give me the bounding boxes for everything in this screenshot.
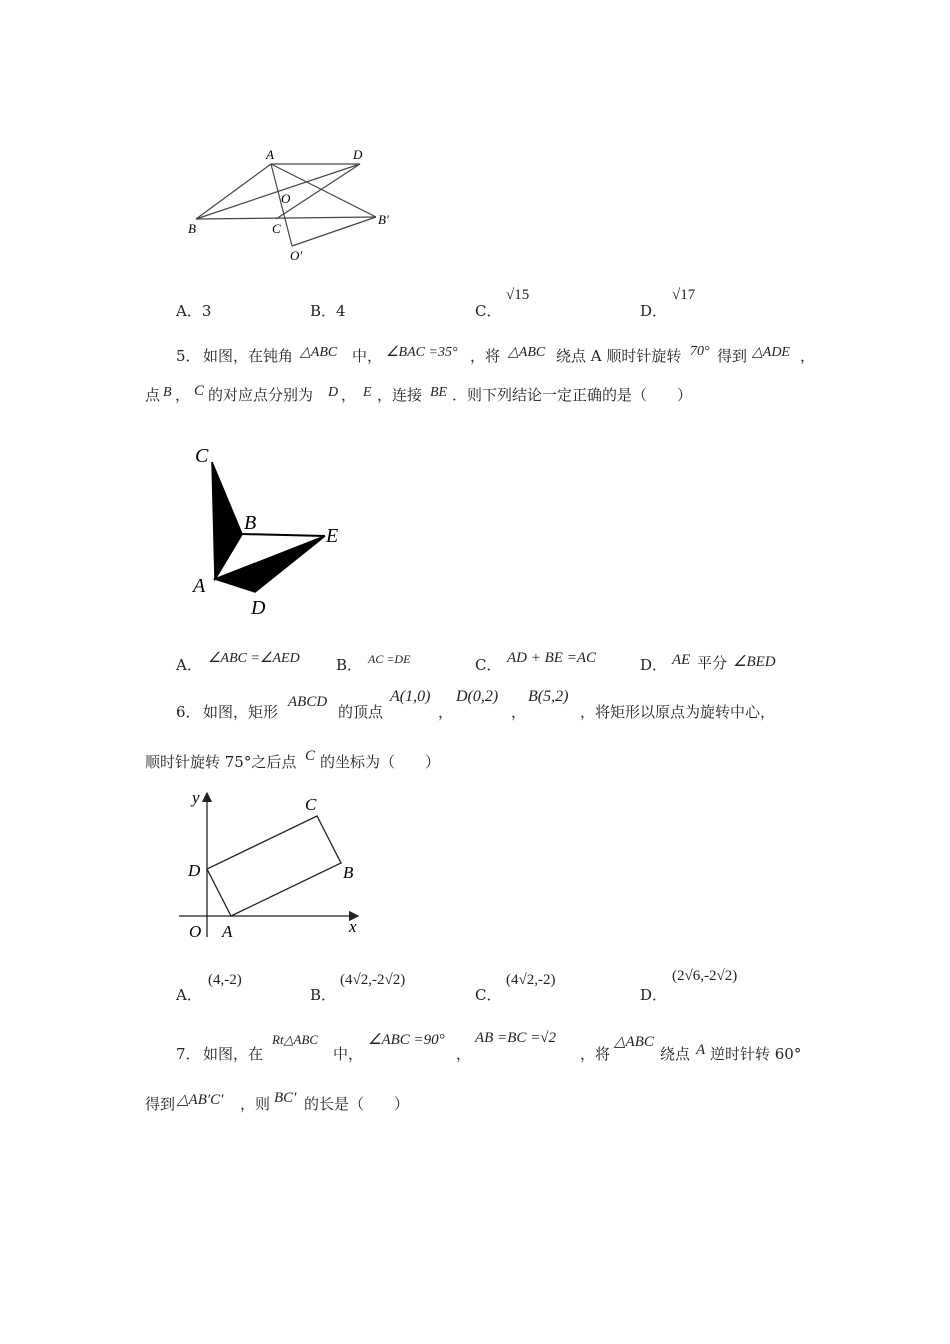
q6-math: ABCD <box>288 694 328 710</box>
q7-text: 的长是（ ） <box>304 1095 410 1113</box>
q5-math: BE <box>430 385 448 400</box>
q4-option-b[interactable]: B．4 <box>310 302 346 320</box>
q5-option-c-value: AD + BE =AC <box>507 650 596 666</box>
q7-number: 7． <box>176 1045 201 1063</box>
fig1-label-o: O <box>281 191 291 206</box>
q5-text: ，连接 <box>377 386 423 404</box>
q7-math: Rt△ABC <box>272 1032 319 1047</box>
q5-option-d-text: 平分 <box>697 654 728 672</box>
fig6-label-c: C <box>305 795 317 814</box>
q7-math: A <box>696 1042 706 1058</box>
q6-math: D(0,2) <box>456 688 499 705</box>
figure-q6 <box>175 785 375 945</box>
q6-math: B(5,2) <box>528 688 569 705</box>
q5-math: B <box>163 385 172 400</box>
q6-option-d-value: (2√6,‑2√2) <box>672 968 738 984</box>
q6-option-b-value: (4√2,‑2√2) <box>340 972 406 988</box>
q7-math: △AB′C′ <box>177 1092 224 1108</box>
q6-text: ， <box>511 703 527 721</box>
q5-option-d[interactable]: D． <box>640 656 668 674</box>
fig1-label-a: A <box>266 147 274 162</box>
q6-text: 的坐标为（ ） <box>320 753 441 771</box>
fig5-label-a: A <box>193 575 206 597</box>
q5-text: 中， <box>352 347 383 365</box>
q5-option-b[interactable]: B． <box>336 656 363 674</box>
q5-text: 绕点 A 顺时针旋转 <box>556 347 682 365</box>
q6-text: 顺时针旋转 75°之后点 <box>145 753 297 771</box>
q6-option-a[interactable]: A． <box>176 986 202 1004</box>
fig5-label-c: C <box>195 445 209 467</box>
q6-number: 6． <box>176 703 201 721</box>
q4-option-d[interactable]: D． <box>640 302 668 320</box>
q6-text: ， <box>438 703 454 721</box>
q5-text: 如图，在钝角 <box>203 347 294 365</box>
q7-text: 逆时针转 60° <box>710 1045 802 1063</box>
q7-text: 得到 <box>145 1095 176 1113</box>
fig6-label-a: A <box>222 922 233 941</box>
q4-option-c-value: √15 <box>506 287 530 303</box>
q5-math: E <box>363 385 372 400</box>
fig5-label-b: B <box>244 512 257 534</box>
q5-option-a[interactable]: A． <box>176 656 202 674</box>
q5-option-d-value2: ∠BED <box>733 654 776 670</box>
fig1-label-bprime: B′ <box>378 212 389 227</box>
q4-option-d-value: √17 <box>672 287 696 303</box>
q6-text: 的顶点 <box>338 703 384 721</box>
figure-q4 <box>180 145 410 270</box>
fig6-label-b: B <box>343 863 354 882</box>
q6-option-a-value: (4,‑2) <box>208 972 242 988</box>
fig5-label-d: D <box>251 597 266 619</box>
q7-text: ，则 <box>240 1095 271 1113</box>
q5-option-a-value: ∠ABC =∠AED <box>208 651 300 666</box>
q5-number: 5． <box>176 347 201 365</box>
q5-option-d-value: AE <box>672 652 691 668</box>
q6-text: 如图，矩形 <box>203 703 279 721</box>
q6-math: C <box>305 748 316 764</box>
q7-text: ，将 <box>580 1045 611 1063</box>
fig1-label-oprime: O′ <box>290 248 303 263</box>
q7-math: △ABC <box>614 1034 654 1050</box>
fig6-label-y: y <box>192 788 200 807</box>
q6-option-c[interactable]: C． <box>475 986 502 1004</box>
q5-math: △ABC <box>300 345 338 360</box>
q5-option-c[interactable]: C． <box>475 656 502 674</box>
q5-math: ∠BAC =35° <box>386 345 458 360</box>
q5-text: ， <box>800 347 816 365</box>
q5-option-b-value: AC =DE <box>368 652 411 666</box>
q4-option-c[interactable]: C． <box>475 302 502 320</box>
q5-math: C <box>194 383 205 399</box>
q5-math: 70° <box>690 344 710 359</box>
q5-text: ．则下列结论一定正确的是（ ） <box>452 386 693 404</box>
q6-option-d[interactable]: D． <box>640 986 668 1004</box>
q5-text: 的对应点分别为 <box>208 386 314 404</box>
q5-math: D <box>328 385 339 400</box>
q6-option-c-value: (4√2,‑2) <box>506 972 556 988</box>
q6-math: A(1,0) <box>390 688 431 705</box>
q5-text: ，将 <box>470 347 501 365</box>
q7-text: 中， <box>333 1045 364 1063</box>
figure-q5 <box>185 440 355 620</box>
q7-text: 绕点 <box>660 1045 691 1063</box>
q5-text: 点 <box>145 386 161 404</box>
fig6-label-o: O <box>189 922 202 941</box>
fig6-label-x: x <box>349 917 357 936</box>
q7-math: AB =BC =√2 <box>475 1030 556 1046</box>
fig5-label-e: E <box>326 525 339 547</box>
q7-text: 如图，在 <box>203 1045 264 1063</box>
q6-text: ，将矩形以原点为旋转中心， <box>580 703 776 721</box>
q5-text: ， <box>175 386 191 404</box>
q7-text: ， <box>456 1045 472 1063</box>
q6-option-b[interactable]: B． <box>310 986 337 1004</box>
q5-math: △ABC <box>508 345 546 360</box>
q7-math: ∠ABC =90° <box>368 1032 445 1048</box>
q4-option-a[interactable]: A．3 <box>176 302 212 320</box>
q5-text: 得到 <box>717 347 748 365</box>
q7-math: BC′ <box>274 1090 297 1106</box>
fig1-label-d: D <box>353 147 363 162</box>
q5-math: △ADE <box>752 345 790 360</box>
fig1-label-c: C <box>272 221 281 236</box>
fig1-label-b: B <box>188 221 196 236</box>
fig6-label-d: D <box>188 861 201 880</box>
q5-text: ， <box>341 386 357 404</box>
